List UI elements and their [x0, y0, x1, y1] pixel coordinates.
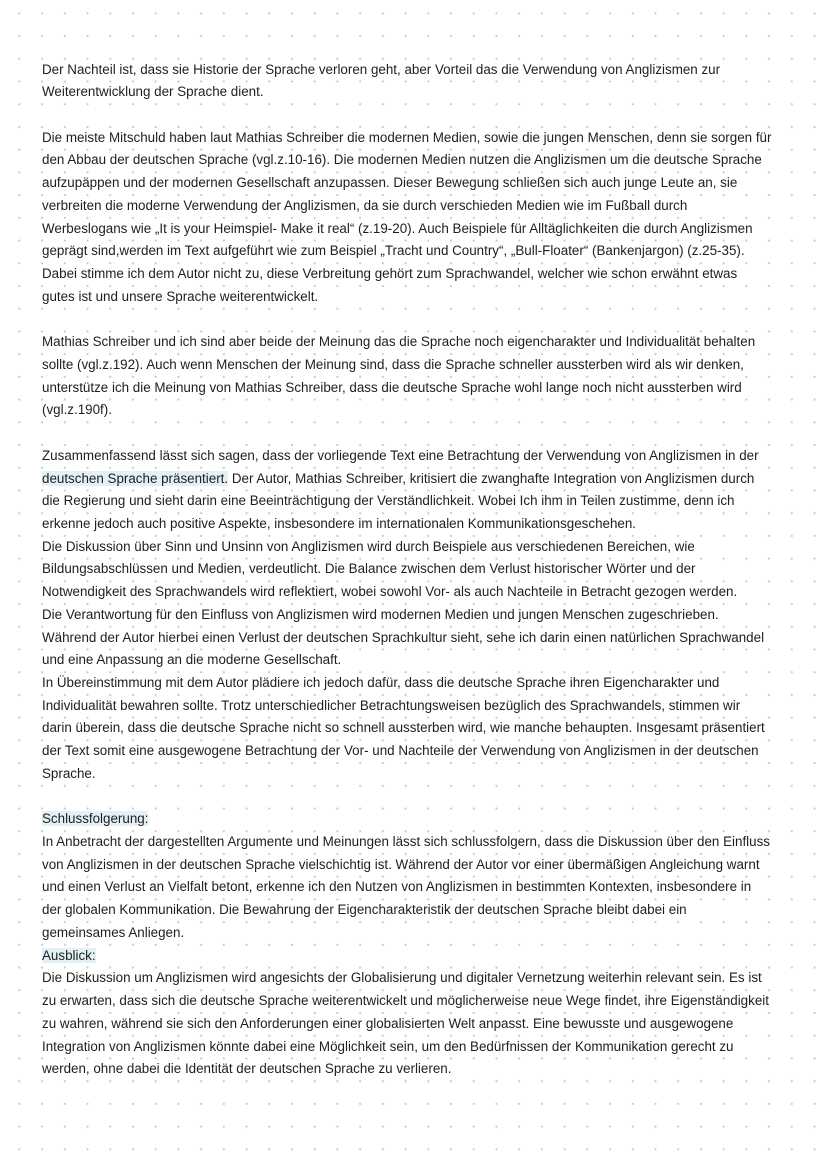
line-text: Individualität bewahren sollte. Trotz unterschiedlicher Betrachtungsweisen bezüglich des Sprachwandels, stimmen wir: [42, 697, 741, 713]
line-text: aufzupäppen und der modernen Gesellschaft anzupassen. Dieser Bewegung schließen sich auch junge Leute an, sie: [42, 175, 738, 191]
document-body: [42, 59, 802, 1081]
text-line: [42, 1036, 802, 1059]
text-line: [42, 945, 802, 968]
text-line: [42, 740, 802, 763]
text-line: [42, 672, 802, 695]
line-text: Bildungsabschlüssen und Medien, verdeutlicht. Die Balance zwischen dem Verlust historischer Wörter und der: [42, 561, 696, 577]
text-line: [42, 354, 802, 377]
line-text: unterstütze ich die Meinung von Mathias Schreiber, dass die deutsche Sprache wohl lange noch nicht aussterben wird: [42, 379, 742, 395]
highlighted-text: Ausblick:: [42, 947, 96, 963]
text-line: [42, 604, 802, 627]
text-line: [42, 695, 802, 718]
line-text: Die Verantwortung für den Einfluss von Anglizismen wird modernen Medien und jungen Menschen zugeschrieben.: [42, 606, 719, 622]
text-line: [42, 240, 802, 263]
text-line: [42, 263, 802, 286]
text-line: [42, 876, 802, 899]
text-line: [42, 990, 802, 1013]
text-line: [42, 581, 802, 604]
text-line: [42, 127, 802, 150]
line-text: Weiterentwicklung der Sprache dient.: [42, 84, 264, 100]
text-line: [42, 195, 802, 218]
line-text: gemeinsames Anliegen.: [42, 924, 185, 940]
line-text: Notwendigkeit des Sprachwandels wird reflektiert, wobei sowohl Vor- als auch Nachteile in Betracht gezogen werden.: [42, 584, 738, 600]
text-line: [42, 649, 802, 672]
line-text: und eine Anpassung an die moderne Gesellschaft.: [42, 652, 342, 668]
text-line: [42, 899, 802, 922]
line-text: der globalen Kommunikation. Die Bewahrung der Eigencharakteristik der deutschen Sprache bleibt dabei ein: [42, 902, 687, 918]
text-line: [42, 377, 802, 400]
line-text: und einen Verlust an Vielfalt betont, erkenne ich den Nutzen von Anglizismen in bestimmten Kontexten, insbesondere in: [42, 879, 752, 895]
line-text: Dabei stimme ich dem Autor nicht zu, diese Verbreitung gehört zum Sprachwandel, welcher wie schon erwähnt etwas: [42, 266, 738, 282]
line-text: zu wahren, während sie sich den Anforderungen einer globalisierten Welt anpasst. Eine bewusste und ausgewogene: [42, 1015, 734, 1031]
text-line: [42, 286, 802, 309]
blank-line: [42, 786, 802, 809]
line-text: Die meiste Mitschuld haben laut Mathias Schreiber die modernen Medien, sowie die jungen Menschen, denn sie sorgen für: [42, 129, 772, 145]
line-text: geprägt sind,werden im Text aufgeführt wie zum Beispiel „Tracht und Country“, „Bull-Floater“ (Bankenjargon) (z.25-35).: [42, 243, 745, 259]
text-line: [42, 149, 802, 172]
line-text: (vgl.z.190f).: [42, 402, 112, 418]
text-line: [42, 172, 802, 195]
line-text: Werbeslogans wie „It is your Heimspiel- Make it real“ (z.19-20). Auch Beispiele für Alltäglichkeiten die durch Anglizismen: [42, 220, 753, 236]
text-line: [42, 763, 802, 786]
line-text: Der Nachteil ist, dass sie Historie der Sprache verloren geht, aber Vorteil das die Verwendung von Anglizismen zur: [42, 61, 721, 77]
text-line: [42, 967, 802, 990]
text-line: [42, 445, 802, 468]
text-line: [42, 1058, 802, 1081]
text-line: [42, 536, 802, 559]
line-text: den Abbau der deutschen Sprache (vgl.z.10-16). Die modernen Medien nutzen die Anglizismen um die deutsche Sprache: [42, 152, 762, 168]
line-text: In Anbetracht der dargestellten Argumente und Meinungen lässt sich schlussfolgern, dass die Diskussion über den Einfluss: [42, 834, 770, 850]
line-text: zu erwarten, dass sich die deutsche Sprache weiterentwickelt und möglicherweise neue Wege findet, ihre Eigenständigkeit: [42, 993, 769, 1009]
text-line: [42, 468, 802, 491]
text-line: [42, 831, 802, 854]
highlighted-text: Schlussfolgerung:: [42, 811, 149, 827]
highlighted-text: deutschen Sprache präsentiert.: [42, 470, 229, 486]
text-line: [42, 81, 802, 104]
text-line: [42, 627, 802, 650]
text-line: [42, 1013, 802, 1036]
line-text: Sprache.: [42, 765, 96, 781]
line-text: der Text somit eine ausgewogene Betrachtung der Vor- und Nachteile der Verwendung von Anglizismen in der deutschen: [42, 743, 759, 759]
text-line: [42, 558, 802, 581]
line-text: Integration von Anglizismen könnte dabei eine Möglichkeit sein, um den Bedürfnissen der Kommunikation gerecht zu: [42, 1038, 734, 1054]
line-text: In Übereinstimmung mit dem Autor plädiere ich jedoch dafür, dass die deutsche Sprache ihren Eigencharakter und: [42, 675, 720, 690]
line-text: Während der Autor hierbei einen Verlust der deutschen Sprachkultur sieht, sehe ich darin einen natürlichen Sprachwandel: [42, 629, 765, 645]
text-line: [42, 59, 802, 82]
text-line: [42, 513, 802, 536]
line-text: die Regierung und sieht darin eine Beeinträchtigung der Verständlichkeit. Wobei Ich ihm in Teilen zustimme, denn ich: [42, 493, 735, 509]
text-line: [42, 399, 802, 422]
line-text: verbreiten die moderne Verwendung der Anglizismen, da sie durch verschieden Medien wie im Fußball durch: [42, 197, 688, 213]
line-text: gutes ist und unsere Sprache weiterentwickelt.: [42, 288, 319, 304]
line-text: Der Autor, Mathias Schreiber, kritisiert die zwanghafte Integration von Anglizismen durch: [228, 470, 755, 486]
line-text: erkenne jedoch auch positive Aspekte, insbesondere im internationalen Kommunikationsgeschehen.: [42, 515, 637, 531]
line-text: von Anglizismen in der deutschen Sprache vielschichtig ist. Während der Autor vor einer übermäßigen Angleichung warnt: [42, 856, 760, 872]
blank-line: [42, 104, 802, 127]
text-line: [42, 808, 802, 831]
line-text: sollte (vgl.z.192). Auch wenn Menschen der Meinung sind, dass die Sprache schneller aussterben wird als wir denken,: [42, 356, 744, 372]
text-line: [42, 717, 802, 740]
line-text: Die Diskussion um Anglizismen wird angesichts der Globalisierung und digitaler Vernetzung weiterhin relevant sein. Es ist: [42, 970, 762, 986]
blank-line: [42, 309, 802, 332]
text-line: [42, 490, 802, 513]
line-text: Die Diskussion über Sinn und Unsinn von Anglizismen wird durch Beispiele aus verschiedenen Bereichen, wie: [42, 538, 695, 554]
line-text: Mathias Schreiber und ich sind aber beide der Meinung das die Sprache noch eigencharakter und Individualität behalten: [42, 334, 756, 350]
text-line: [42, 922, 802, 945]
line-text: darin überein, dass die deutsche Sprache nicht so schnell aussterben wird, wie manche behaupten. Insgesamt präsentiert: [42, 720, 765, 736]
text-line: [42, 218, 802, 241]
line-text: werden, ohne dabei die Identität der deutschen Sprache zu verlieren.: [42, 1061, 452, 1077]
text-line: [42, 854, 802, 877]
text-line: [42, 331, 802, 354]
line-text: Zusammenfassend lässt sich sagen, dass der vorliegende Text eine Betrachtung der Verwendung von Anglizismen in der: [42, 447, 759, 463]
blank-line: [42, 422, 802, 445]
